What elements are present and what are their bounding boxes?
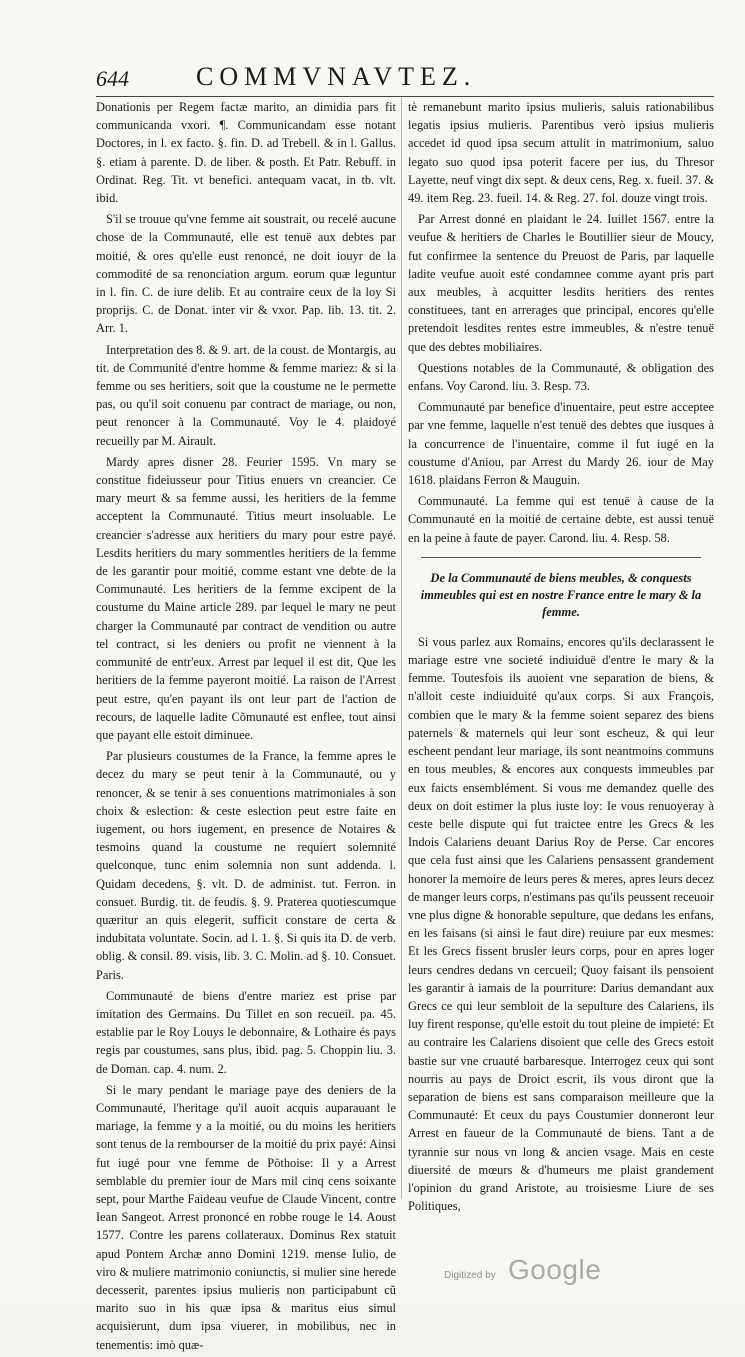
paragraph: Par plusieurs coustumes de la France, la femme apres le decez du mary se peut tenir à la Communauté, ou y renoncer, & se tenir à ses conuentions matrimoniales à son choix & eslection: & ceste eslection peut estre faite en iugement, ou hors iugement, en presence de Notaires & tesmoins quand la coustume ne requiert solemnité quelconque, tunc enim solemnia non sunt addenda. l. Quidam decedens, §. vlt. D. de administ. tut. Ferron. in consuet. Burdig. tit. de feudis. §. 9. Praterea quotiescumque quæritur an quis elegerit, sufficit constare de certa & indubitata voluntate. Socin. ad l. 1. §. Si quis ita D. de verb. oblig. & consil. 89. visis, lib. 3. C. Molin. ad §. 10. Consuet. Paris.	[96, 749, 396, 982]
column-divider	[401, 98, 402, 1198]
page-header	[96, 62, 716, 96]
section-title: De la Communauté de biens meubles, & conquests immeubles qui est en nostre France entre le mary & la femme.	[420, 570, 702, 619]
page-number: 644	[96, 66, 129, 91]
left-column	[96, 98, 396, 1357]
section-rule	[421, 557, 701, 558]
paragraph: tè remanebunt marito ipsius mulieris, saluis rationabilibus legatis ipsius mulieris. Parentibus verò ipsius mulieris accedet id quod ipsa secum attulit in matrimonium, saluo legato suo quod ipsa poterit facere per ius, du Thresor Layette, neuf vingt dix sept. & deux cens, Reg. x. fueil. 37. & 49. item Reg. 23. fueil. 14. & Reg. 27. fol. douze vingt trois.	[408, 100, 714, 206]
google-logo: Google	[508, 1254, 602, 1285]
paragraph: Communauté. La femme qui est tenuë à cause de la Communauté en la moitié de certaine debte, est aussi tenuë en la peine à faute de payer. Carond. liu. 4. Resp. 58.	[408, 494, 714, 545]
right-column	[408, 98, 714, 1218]
paragraph: Mardy apres disner 28. Feurier 1595. Vn mary se constitue fideiusseur pour Titius enuers vn creancier. Ce mary meurt & sa femme aussi, les heritiers de la femme acceptent la Communauté. Titius meurt insoluable. Le creancier s'adresse aux heritiers du mary pour estre payé. Lesdits heritiers du mary sommentles heritiers de la femme de les garantir pour moitié, comme estant vne debte de la Communauté. Les heritiers de la femme excipent de la coustume du Maine article 289. par lequel le mary ne peut charger la Communauté par contract de vendition ou autre tel contract, si les deniers ou profit ne viennent à la communité de entr'eux. Arrest par lequel il est dit, Que les heritiers de la femme payeront moitié. La raison de l'Arrest peut estre, qu'en payant ils ont leur part de l'action de recours, de laquelle ladite Cõmunauté est enflee, tout ainsi que payant elle estoit diminuee.	[96, 454, 396, 742]
paragraph: Questions notables de la Communauté, & obligation des enfans. Voy Carond. liu. 3. Resp. 73.	[408, 360, 714, 394]
paragraph: Si le mary pendant le mariage paye des deniers de la Communauté, l'heritage qu'il auoit acquis auparauant le mariage, la femme y a la moitié, ou du moins les heritiers sont tenus de la rembourser de la moitié du prix payé: Ainsi fut iugé pour vne femme de Pôthoise: Il y a Arrest semblable du premier iour de Mars mil cinq cens soixante sept, pour Marthe Faideau veufue de Claude Vincent, contre Iean Sangeot. Arrest prononcé en robbe rouge le 14. Aoust 1577. Contre les parens collateraux. Dominus Rex statuit apud Pontem Archæ anno Domini 1219. mense Iulio, de viro & muliere matrimonio coniunctis, si mulier sine herede decesserit, parentes ipsius mulieris non participabunt cũ marito suo in his quæ ipsa & maritus eius simul acquisierunt, dum ipsa viuerer, in mobilibus, nec in tenementis: imò quæ-	[96, 1082, 396, 1352]
google-watermark	[444, 1252, 714, 1292]
paragraph: Communauté de biens d'entre mariez est prise par imitation des Germains. Du Tillet en son recueil. pa. 45. establie par le Roy Louys le debonnaire, & Lothaire és pays regis par coustumes, sans plus, ibid. pag. 5. Choppin liu. 3. de Doman. cap. 4. num. 2.	[96, 988, 396, 1076]
running-title: COMMVNAVTEZ.	[196, 62, 477, 91]
paragraph: Donationis per Regem factæ marito, an dimidia pars fit communicanda vxori. ¶. Communicandam esse notant Doctores, in l. ex facto. §. fin. D. ad Trebell. & in l. Gallus. §. etiam à parente. D. de liber. & posth. Et Patr. Rebuff. in Ordinat. Reg. Tit. vt benefici. antequam vacat, in tb. vlt. ibid.	[96, 100, 396, 206]
header-rule	[96, 96, 714, 97]
paragraph: Interpretation des 8. & 9. art. de la coust. de Montargis, au tit. de Communité d'entre homme & femme mariez: & si la femme ou ses heritiers, soit que la coustume ne le permette pas, ou qu'il soit conuenu par contract de mariage, ou non, peut renoncer à la Communauté. Voy le 4. plaidoyé recueilly par M. Airault.	[96, 342, 396, 448]
paragraph: Si vous parlez aux Romains, encores qu'ils declarassent le mariage estre vne societé indiuiduë d'entre le mary & la femme. Toutesfois ils auoient vne separation de biens, & n'alloit ceste indiuiduité qu'aux corps. Si aux François, combien que le mary & la femme soient separez des biens paternels & maternels qui leur sont escheuz, & qui leur escheent pendant leur mariage, ils sont neantmoins communs en tous meubles, & encores aux conquests immeubles par eux faicts ensemblément. Si vous me demandez quelle des deux on doit estimer la plus iuste loy: Ie vous renuoyeray à ceste belle dispute qui fut traictee entre les Grecs & les Indois Calariens deuant Darius Roy de Perse. Car encores que cela fust ainsi que les Calariens pensassent grandement honorer la memoire de leurs peres & meres, apres leurs decez de manger leurs corps, n'estimans pas qu'ils peussent receuoir vne plus digne & honorable sepulture, que dedans les enfans, en les faisans (si ainsi le faut dire) reuiure par eux mesmes: Et les Grecs fissent brusler leurs corps, pour en apres loger leurs cendres dedans vn cercueil; Quoy faisant ils pensoient les garantir à iamais de la pourriture: Darius demandant aux Grecs ce qui leur sembloit de la sepulture des Calariens, ils luy firent response, qu'elle estoit du tout pleine de impieté: Et au contraire les Calariens disoient que celle des Grecs estoit bastie sur vne cruauté barbaresque. Interrogez ceux qui sont nourris au pays de Droict escrit, ils vous diront que la separation de biens est sans comparaison meilleure que la Communauté: Et ceux du pays Coustumier donneront leur Arrest en faueur de la Communauté de biens. Tant a de tyrannie sur nous vn long & ancien vsage. Mais en ceste diuersité de mœurs & d'humeurs me plaist grandement l'opinion du grand Aristote, au troisiesme Liure de ses Politiques,	[408, 634, 714, 1214]
watermark-small-text: Digitized by	[444, 1270, 496, 1281]
paragraph: Par Arrest donné en plaidant le 24. Iuillet 1567. entre la veufue & heritiers de Charles le Boutillier sieur de Moucy, fut confirmee la sentence du Preuost de Paris, par laquelle ladite veufue auoit esté condamnee comme ayant pris part aux meubles, à acquitter lesdits heritiers des rentes constituees, tant en arrerages que principal, encores qu'elle pretendoit lesdites rentes estre immeubles, & n'estre tenuë que des debtes mobiliaires.	[408, 212, 714, 354]
paragraph: S'il se trouue qu'vne femme ait soustrait, ou recelé aucune chose de la Communauté, elle est tenuë aux debtes par moitié, & ores qu'elle eust renoncé, ne doit iouyr de la commodité de sa renonciation argum. eorum quæ leguntur in l. fin. C. de iure delib. Et au contraire ceux de la loy Si proprijs. C. de Donat. inter vir & vxor. Pap. lib. 13. tit. 2. Arr. 1.	[96, 212, 396, 336]
paragraph: Communauté par benefice d'inuentaire, peut estre acceptee par vne femme, laquelle n'est tenuë des debtes que iusques à la concurrence de l'inuentaire, comme il fut iugé en la coustume d'Aniou, par Arrest du Mardy 26. iour de May 1618. plaidans Ferron & Mauguin.	[408, 400, 714, 488]
